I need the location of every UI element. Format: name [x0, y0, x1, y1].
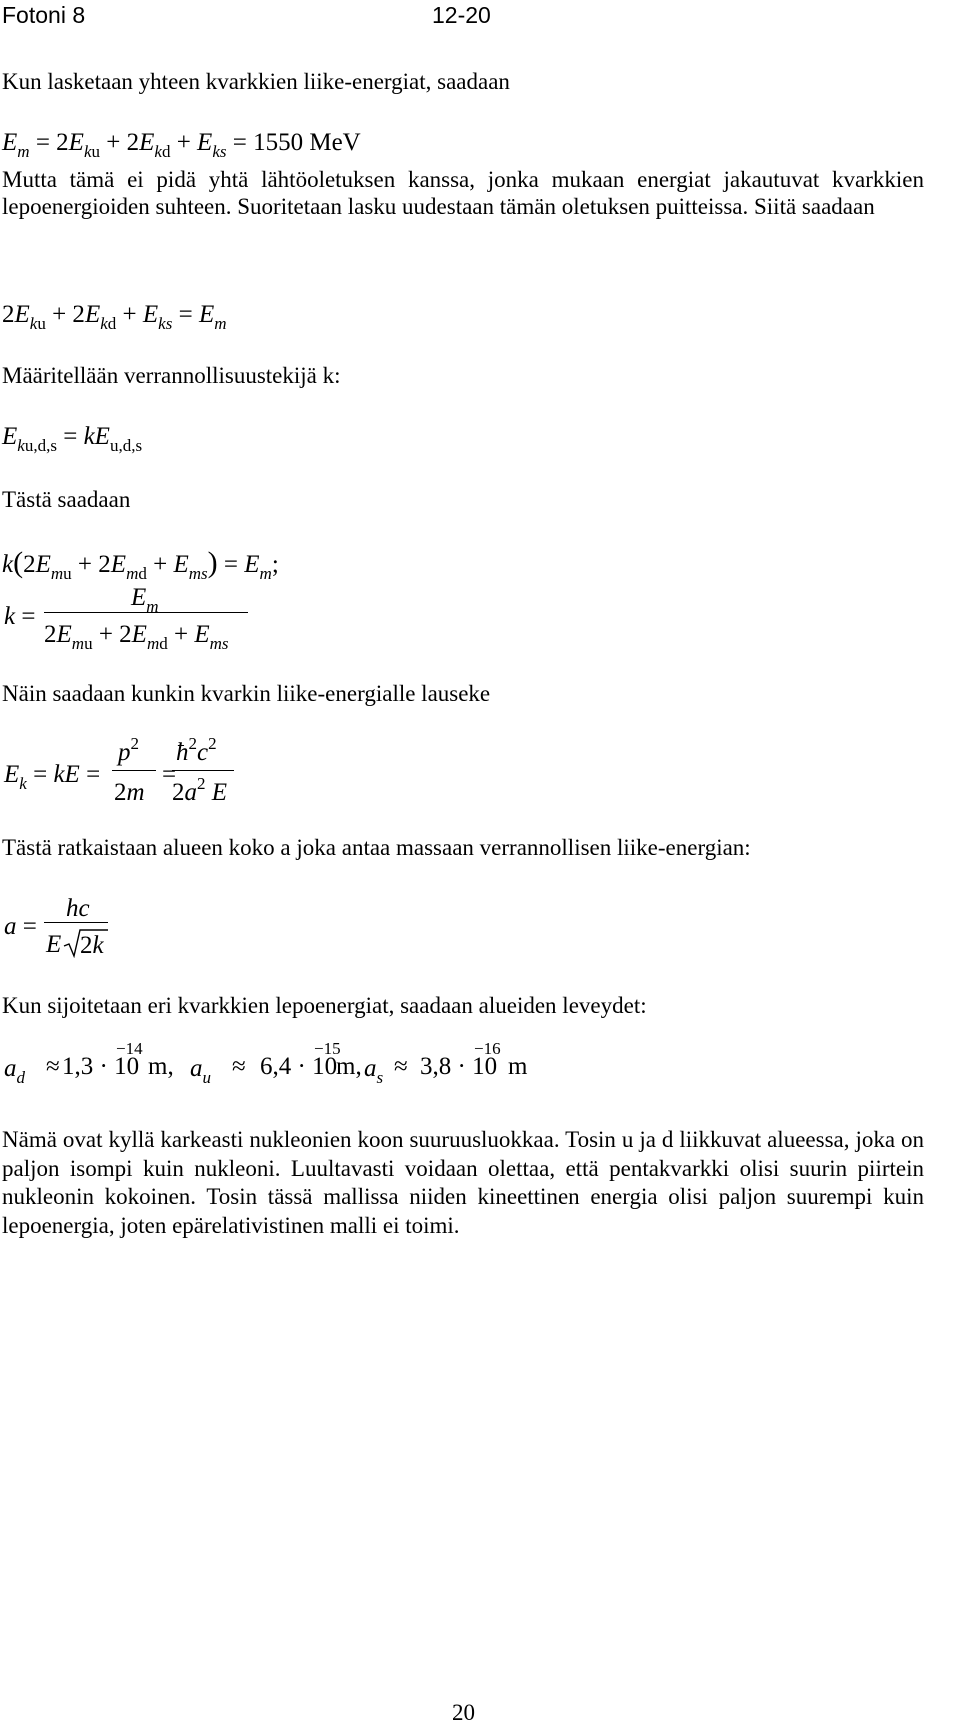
paragraph-assumption: Mutta tämä ei pidä yhtä lähtöoletuksen kanssa, jonka mukaan energiat jakautuvat kvarkkien lepoenergioiden suhteen. Suoritetaan lasku uudestaan tämän oletuksen puitteissa. Siitä saadaan	[2, 167, 924, 219]
header-page-range: 12-20	[432, 2, 491, 28]
page-number: 20	[452, 1700, 475, 1725]
header-title: Fotoni 8	[2, 2, 86, 28]
equation-k-sum: $k(2E_{mu} + 2E_{md} + E_{ms}) = E_m$;	[2, 546, 279, 583]
equation-k-definition: $E_{ku,d,s} = kE_{u,d,s}$	[2, 423, 143, 455]
equation-energy-sum: $2E_{ku} + 2E_{kd} + E_{ks} = E_m$	[2, 301, 227, 333]
paragraph-solve-a: Tästä ratkaistaan alueen koko a joka antaa massaan verrannollisen liike-energian:	[2, 835, 751, 860]
paragraph-intro: Kun lasketaan yhteen kvarkkien liike-energiat, saadaan	[2, 69, 510, 94]
paragraph-conclusion: Nämä ovat kyllä karkeasti nukleonien koon suuruusluokkaa. Tosin u ja d liikkuvat alueessa, joka on paljon isompi kuin nukleoni. Luultavasti voidaan olettaa, että pentakvarkki olisi suurin piirtein nukleonin kokoinen. Tosin tässä mallissa niiden kineettinen energia olisi paljon suurempi kuin lepoenergia, joten epärelativistinen malli ei toimi.	[2, 1127, 924, 1238]
paragraph-substitute: Kun sijoitetaan eri kvarkkien lepoenergiat, saadaan alueiden leveydet:	[2, 993, 647, 1018]
paragraph-define-k: Määritellään verrannollisuustekijä k:	[2, 363, 341, 388]
equation-result: 1550 MeV	[253, 129, 361, 156]
equation-total-kinetic: $E_m = 2E_{ku} + 2E_{kd} + E_{ks} = 1550$ MeV	[2, 129, 361, 161]
paragraph-result: Tästä saadaan	[2, 487, 131, 512]
paragraph-expression: Näin saadaan kunkin kvarkin liike-energialle lauseke	[2, 681, 491, 706]
